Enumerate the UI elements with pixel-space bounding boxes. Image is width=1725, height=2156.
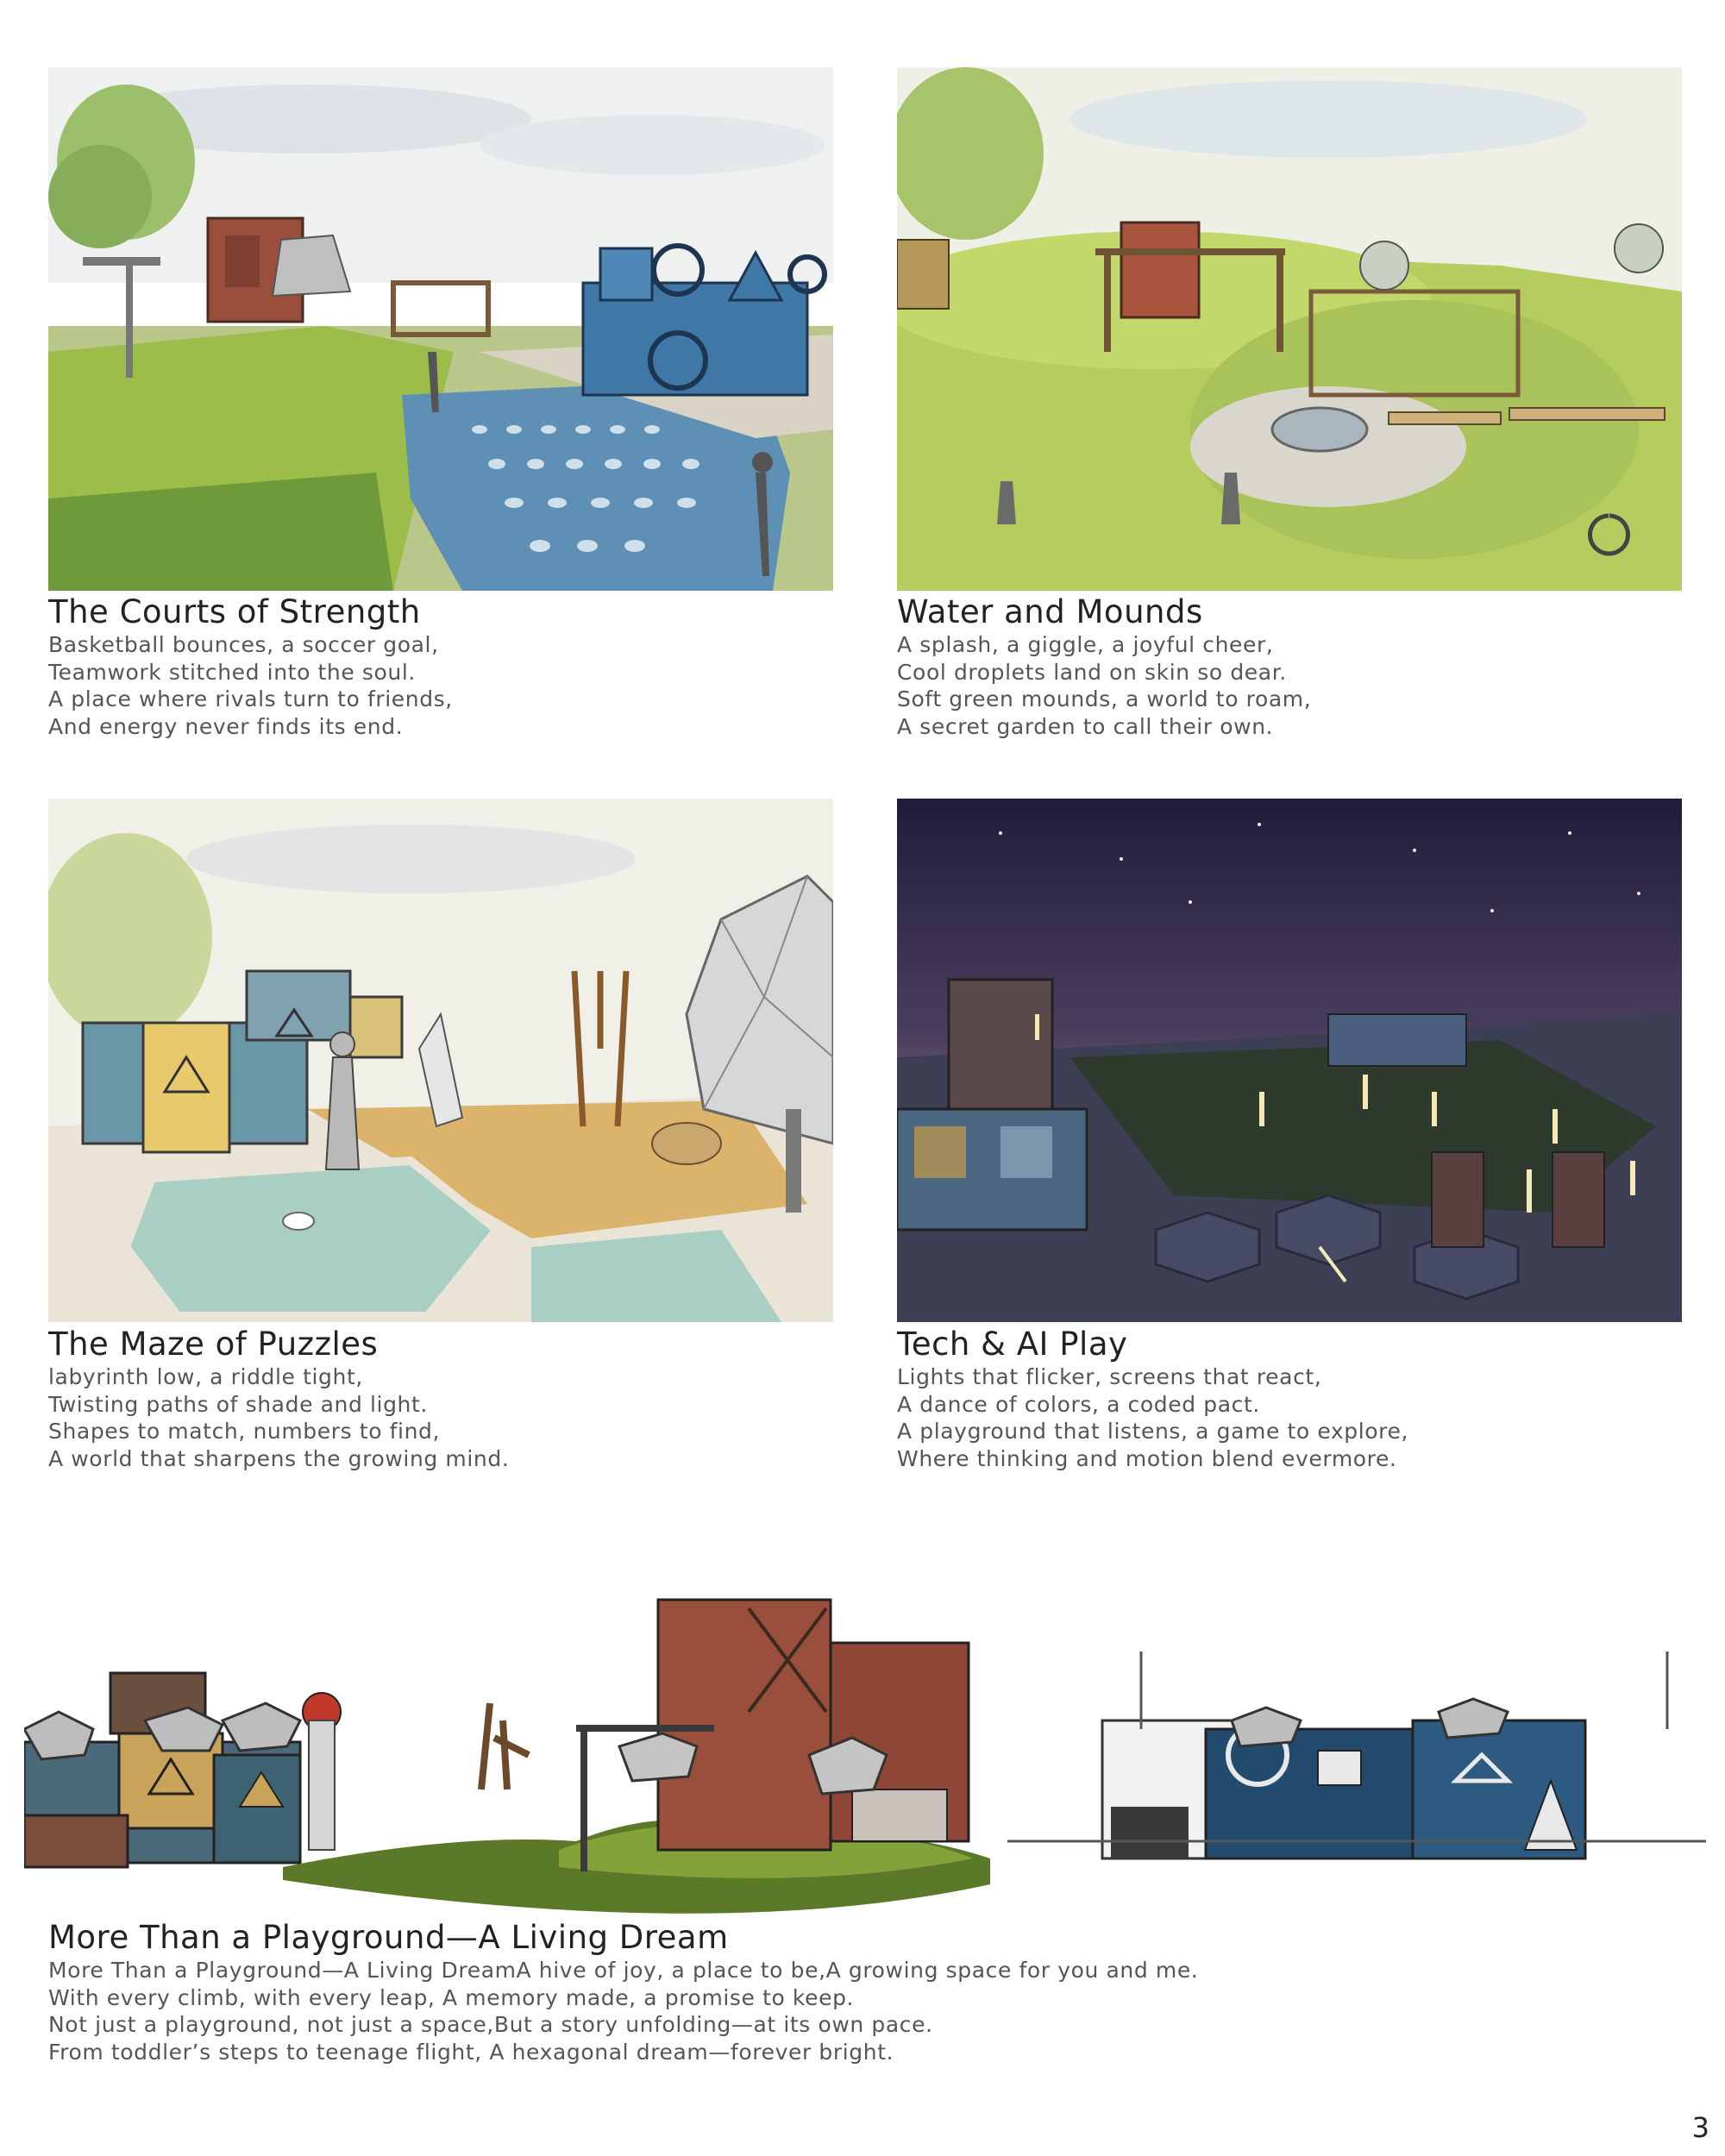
- poem-line: A playground that listens, a game to explore,: [897, 1419, 1409, 1444]
- poem-line: Cool droplets land on skin so dear.: [897, 659, 1287, 685]
- caption-water-and-mounds: [897, 593, 1311, 740]
- panel-title: The Maze of Puzzles: [48, 1326, 379, 1363]
- poem-line: A secret garden to call their own.: [897, 713, 1274, 739]
- poem-line: labyrinth low, a riddle tight,: [48, 1364, 363, 1389]
- illustration-maze-of-puzzles: [48, 799, 833, 1322]
- panel-title: The Courts of Strength: [48, 593, 421, 630]
- panel-title: Tech & AI Play: [897, 1326, 1128, 1363]
- poem-line: From toddler’s steps to teenage flight, A hexagonal dream—forever bright.: [48, 2039, 894, 2065]
- caption-living-dream: [48, 1919, 1198, 2065]
- poem-line: Lights that flicker, screens that react,: [897, 1364, 1322, 1389]
- poem-line: A splash, a giggle, a joyful cheer,: [897, 632, 1274, 657]
- poem-line: Shapes to match, numbers to find,: [48, 1419, 441, 1444]
- poem-line: Teamwork stitched into the soul.: [48, 659, 416, 685]
- caption-maze-of-puzzles: [48, 1326, 509, 1472]
- page-number: 3: [1691, 2111, 1709, 2144]
- illustration-tech-and-ai-play: [897, 799, 1682, 1322]
- caption-courts-of-strength: [48, 593, 453, 740]
- poem-line: A dance of colors, a coded pact.: [897, 1391, 1260, 1417]
- section-title: More Than a Playground—A Living Dream: [48, 1919, 729, 1956]
- poem-line: And energy never finds its end.: [48, 713, 404, 739]
- panel-title: Water and Mounds: [897, 593, 1203, 630]
- illustration-courts-of-strength: [48, 67, 833, 591]
- poem-line: A place where rivals turn to friends,: [48, 686, 453, 711]
- poem-line: Where thinking and motion blend evermore.: [897, 1445, 1397, 1471]
- illustration-water-and-mounds: [897, 67, 1682, 591]
- poem-line: A world that sharpens the growing mind.: [48, 1445, 510, 1471]
- poem-line: With every climb, with every leap, A memory made, a promise to keep.: [48, 1984, 855, 2010]
- poem-line: More Than a Playground—A Living DreamA hive of joy, a place to be,A growing space for you and me.: [48, 1958, 1199, 1983]
- poem-line: Soft green mounds, a world to roam,: [897, 686, 1312, 711]
- section-elevation-illustration: [24, 1583, 1706, 1927]
- poem-line: Twisting paths of shade and light.: [48, 1391, 428, 1417]
- caption-tech-and-ai-play: [897, 1326, 1408, 1472]
- poem-line: Basketball bounces, a soccer goal,: [48, 632, 439, 657]
- poem-line: Not just a playground, not just a space,But a story unfolding—at its own pace.: [48, 2012, 933, 2037]
